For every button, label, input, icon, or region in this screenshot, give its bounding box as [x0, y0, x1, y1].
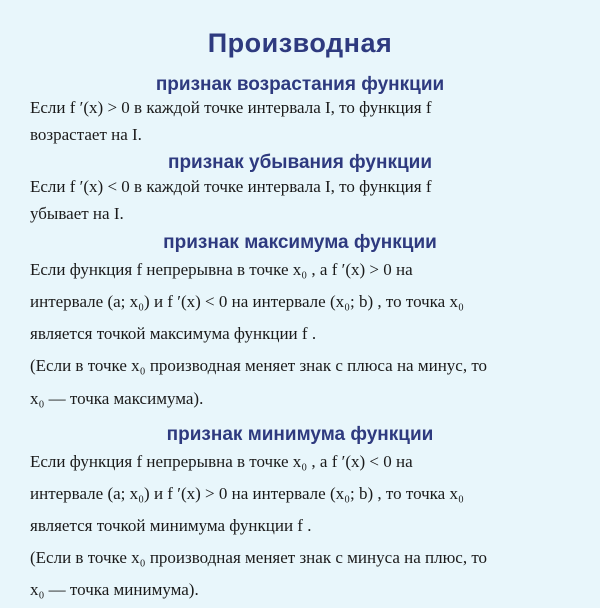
increasing-line-2: возрастает на I.: [30, 125, 142, 144]
decreasing-line-1: Если f ′(x) < 0 в каждой точке интервала I, то функция f: [30, 177, 432, 196]
maximum-line-2: интервале (a; x₀) и f ′(x) < 0 на интервале (x₀; b) , то точка x₀: [30, 292, 464, 311]
decreasing-line-2: убывает на I.: [30, 204, 124, 223]
minimum-line-4: (Если в точке x₀ производная меняет знак с минуса на плюс, то: [30, 548, 488, 567]
section-heading-decreasing: признак убывания функции: [167, 152, 433, 173]
increasing-line-1: Если f ′(x) > 0 в каждой точке интервала I, то функция f: [30, 98, 432, 117]
minimum-line-1: Если функция f непрерывна в точке x₀ , а f ′(x) < 0 на: [30, 452, 413, 471]
section-heading-minimum: признак минимума функции: [166, 424, 434, 445]
maximum-line-4: (Если в точке x₀ производная меняет знак с плюса на минус, то: [30, 356, 488, 375]
section-heading-maximum: признак максимума функции: [163, 232, 437, 253]
page-title: Производная: [207, 28, 393, 58]
section-heading-increasing: признак возрастания функции: [155, 74, 445, 95]
minimum-line-3: является точкой минимума функции f .: [30, 516, 312, 535]
maximum-line-5: x₀ — точка максимума).: [30, 389, 204, 408]
minimum-line-5: x₀ — точка минимума).: [30, 580, 199, 599]
minimum-line-2: интервале (a; x₀) и f ′(x) > 0 на интервале (x₀; b) , то точка x₀: [30, 484, 464, 503]
maximum-line-3: является точкой максимума функции f .: [30, 324, 317, 343]
maximum-line-1: Если функция f непрерывна в точке x₀ , а f ′(x) > 0 на: [30, 260, 413, 279]
